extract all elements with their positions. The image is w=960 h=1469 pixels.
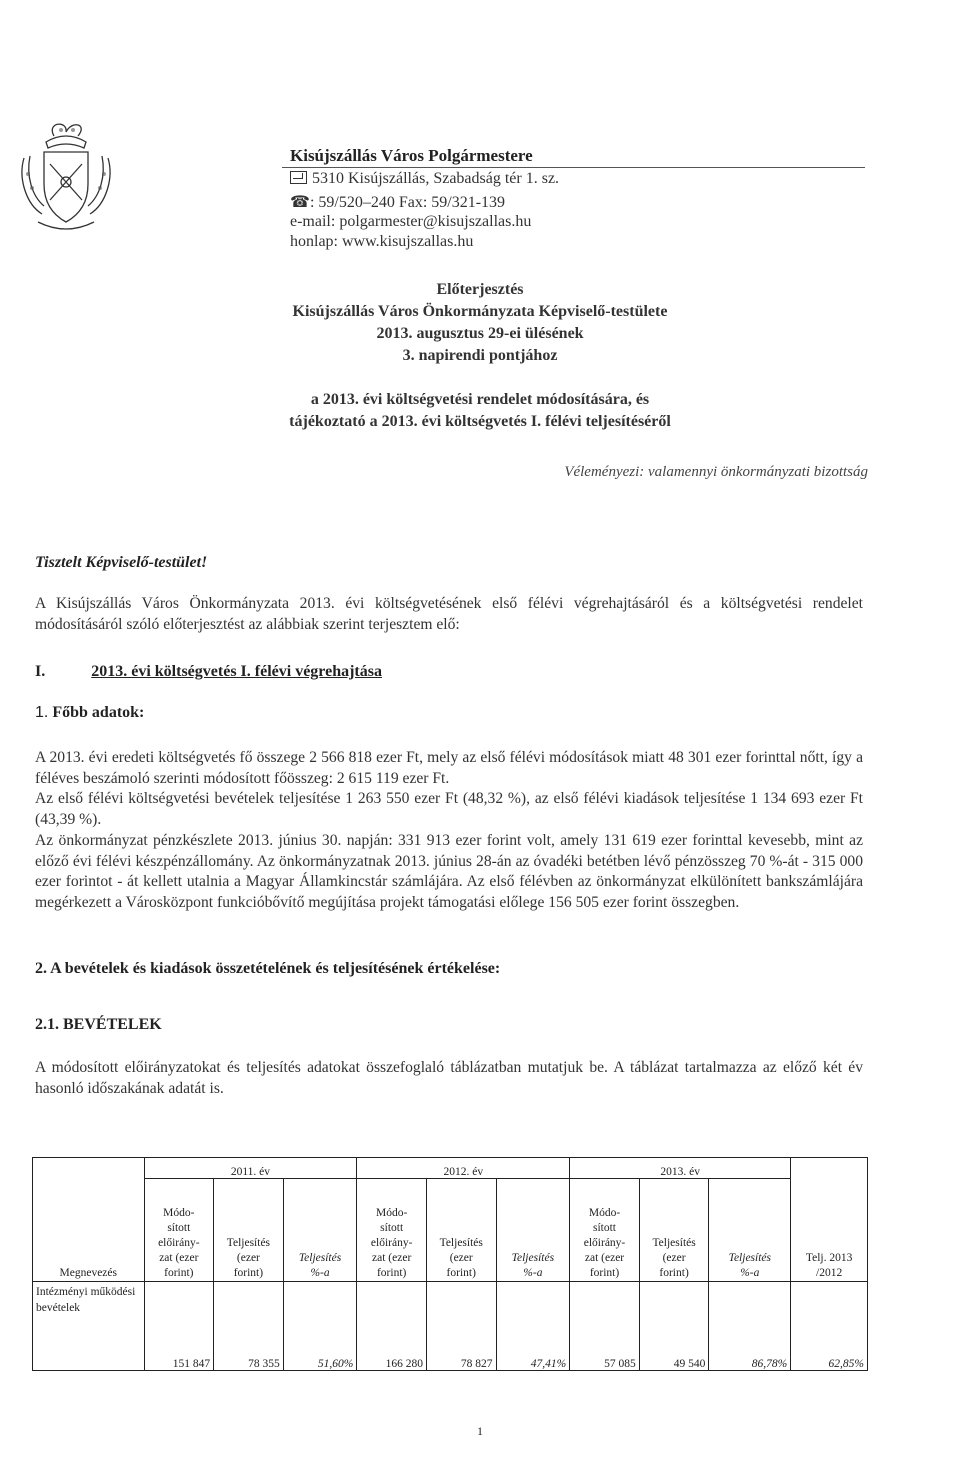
phone-line bbox=[290, 192, 505, 212]
header-rule bbox=[282, 167, 865, 168]
proposal-body: Kisújszállás Város Önkormányzata Képviselő-testülete bbox=[292, 303, 668, 320]
body-paragraph: A 2013. évi eredeti költségvetés fő összege 2 566 818 ezer Ft, mely az első félévi módosítások miatt 48 301 ezer forinttal nőtt, így a féléves beszámoló szerinti módosított főösszeg: 2 615 119 ezer Ft. bbox=[35, 749, 863, 787]
table-corner-cell bbox=[791, 1158, 868, 1179]
address-line bbox=[290, 170, 559, 188]
col-header-plan: Módo- sított előirány- zat (ezer forint) bbox=[357, 1179, 427, 1282]
year-header: 2011. év bbox=[144, 1158, 357, 1179]
website-line: honlap: www.kisujszallas.hu bbox=[290, 233, 474, 250]
email-line: e-mail: polgarmester@kisujszallas.hu bbox=[290, 213, 532, 230]
cell-value: 57 085 bbox=[570, 1282, 640, 1371]
cell-value: 86,78% bbox=[709, 1282, 791, 1371]
body-paragraph: Az önkormányzat pénzkészlete 2013. június 30. napján: 331 913 ezer forint volt, amely 131 619 ezer forinttal kevesebb, mint az előző évi félévi készpénzállomány. Az önkormányzatnak 2013. június 28-án az óvadéki betétben lévő pénzösszeg 70 %-át - 315 000 ezer forintot - át kellett utalnia a Magyar Államkincstár számlájára. Az első félévben az önkormányzat elkülönített bankszámlájára megérkezett a Városközpont funkcióbővítő megújítása projekt támogatási előlege 156 505 ezer forint összegben. bbox=[35, 831, 863, 911]
cell-value: 62,85% bbox=[791, 1282, 868, 1371]
col-header-plan: Módo- sított előirány- zat (ezer forint) bbox=[144, 1179, 214, 1282]
phone-text: : 59/520–240 Fax: 59/321-139 bbox=[309, 194, 506, 211]
row-name: Intézményi működési bevételek bbox=[33, 1282, 145, 1371]
revenue-table bbox=[32, 1157, 868, 1371]
proposal-title: Előterjesztés bbox=[436, 281, 524, 298]
section-1-1-title: Főbb adatok: bbox=[52, 704, 145, 721]
city-crest bbox=[16, 118, 116, 236]
main-data-paragraphs bbox=[35, 748, 863, 914]
table-header-row bbox=[33, 1179, 868, 1282]
cell-value: 49 540 bbox=[639, 1282, 709, 1371]
cell-value: 78 355 bbox=[214, 1282, 284, 1371]
opinion-note: Véleményezi: valamennyi önkormányzati bizottság bbox=[564, 464, 868, 480]
col-header-pct: Teljesítés %-a bbox=[496, 1179, 570, 1282]
proposal-subject-2: tájékoztató a 2013. évi költségvetés I. félévi teljesítéséről bbox=[289, 413, 671, 430]
section-1-1-num: 1. bbox=[35, 704, 49, 721]
section-1-heading bbox=[35, 663, 382, 681]
table-row bbox=[33, 1282, 868, 1371]
section-2-heading: 2. A bevételek és kiadások összetételének és teljesítésének értékelése: bbox=[35, 960, 501, 977]
section-2-1-heading: 2.1. BEVÉTELEK bbox=[35, 1016, 162, 1033]
body-paragraph: Az első félévi költségvetési bevételek teljesítése 1 263 550 ezer Ft (48,32 %), az első félévi kiadások teljesítése 1 134 693 ezer Ft (43,39 %). bbox=[35, 790, 863, 829]
table-corner-cell bbox=[33, 1158, 145, 1179]
col-header-pct: Teljesítés %-a bbox=[709, 1179, 791, 1282]
table-intro-text: A módosított előirányzatokat és teljesítés adatokat összefoglaló táblázatban mutatjuk be. A táblázat tartalmazza az előző két év hasonló időszakának adatát is. bbox=[35, 1059, 863, 1097]
proposal-agenda: 3. napirendi pontjához bbox=[402, 347, 558, 364]
mail-icon bbox=[290, 171, 307, 184]
col-header-actual: Teljesítés (ezer forint) bbox=[639, 1179, 709, 1282]
table-intro-paragraph bbox=[35, 1058, 863, 1099]
cell-value: 47,41% bbox=[496, 1282, 570, 1371]
col-header-plan: Módo- sított előirány- zat (ezer forint) bbox=[570, 1179, 640, 1282]
year-header: 2013. év bbox=[570, 1158, 791, 1179]
section-1-1-heading bbox=[35, 704, 144, 722]
page-number: 1 bbox=[477, 1424, 483, 1438]
salutation: Tisztelt Képviselő-testület! bbox=[35, 554, 208, 571]
phone-icon: ☎ bbox=[290, 194, 310, 211]
col-header-name: Megnevezés bbox=[33, 1179, 145, 1282]
col-header-actual: Teljesítés (ezer forint) bbox=[426, 1179, 496, 1282]
intro-paragraph bbox=[35, 594, 863, 635]
col-header-pct: Teljesítés %-a bbox=[283, 1179, 357, 1282]
cell-value: 166 280 bbox=[357, 1282, 427, 1371]
section-1-title: 2013. évi költségvetés I. félévi végrehajtása bbox=[91, 663, 382, 680]
cell-value: 78 827 bbox=[426, 1282, 496, 1371]
address-text: 5310 Kisújszállás, Szabadság tér 1. sz. bbox=[312, 170, 560, 187]
intro-text: A Kisújszállás Város Önkormányzata 2013. évi költségvetésének első félévi végrehajtásáról és a költségvetési rendelet módosításáról szóló előterjesztést az alábbiak szerint terjesztem elő: bbox=[35, 595, 863, 633]
col-header-actual: Teljesítés (ezer forint) bbox=[214, 1179, 284, 1282]
cell-value: 51,60% bbox=[283, 1282, 357, 1371]
table-year-row bbox=[33, 1158, 868, 1179]
cell-value: 151 847 bbox=[144, 1282, 214, 1371]
proposal-subject-1: a 2013. évi költségvetési rendelet módosítására, és bbox=[310, 391, 650, 408]
proposal-meeting: 2013. augusztus 29-ei ülésének bbox=[376, 325, 584, 342]
col-header-ratio: Telj. 2013 /2012 bbox=[791, 1179, 868, 1282]
crest-icon bbox=[16, 118, 116, 236]
org-name: Kisújszállás Város Polgármestere bbox=[290, 146, 533, 165]
section-1-num: I. bbox=[35, 663, 46, 680]
year-header: 2012. év bbox=[357, 1158, 570, 1179]
